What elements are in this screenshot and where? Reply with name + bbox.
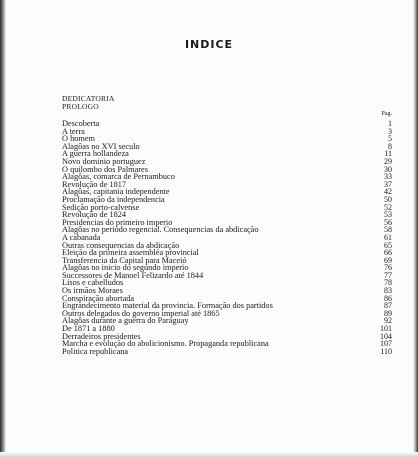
toc-entry-title: Alagôas durante a guerra do Paraguay — [62, 316, 189, 326]
toc-entry-page: 77 — [384, 270, 392, 280]
toc-entry-title: Marcha e evolução do abolicionismo. Propaganda republicana — [62, 339, 269, 349]
toc-entry — [62, 120, 392, 128]
toc-entry-page: 65 — [384, 240, 392, 250]
toc-entry-page: 66 — [384, 248, 392, 258]
front-matter-dedicatoria: DEDICATORIA — [62, 94, 115, 103]
toc-entry-title: Engrandecimento material da provincia. Formação dos partidos — [62, 301, 273, 311]
toc-entry-title: Successores de Manoel Felizardo até 1844 — [62, 270, 204, 280]
toc-entry-page: 37 — [384, 179, 392, 189]
toc-entry-title: Outras consequencias da abdicação — [62, 240, 180, 250]
toc-entry-page: 78 — [384, 278, 392, 288]
toc-entry-title: A cabanada — [62, 232, 101, 242]
toc-entry-title: Novo dominio portuguez — [62, 156, 146, 166]
toc-entry-title: Revolução de 1824 — [62, 210, 127, 220]
toc-entry-title: A guerra hollandeza — [62, 149, 129, 159]
toc-entry-title: O homem — [62, 134, 95, 144]
table-of-contents — [62, 120, 392, 355]
toc-entry-title: O quilombo dos Palmares — [62, 164, 148, 174]
toc-entry-title: Alagôas, capitania independente — [62, 187, 170, 197]
toc-entry — [62, 128, 392, 136]
toc-entry-page: 92 — [384, 316, 392, 326]
toc-entry — [62, 226, 392, 234]
toc-entry-page: 50 — [384, 194, 392, 204]
toc-entry-page: 29 — [384, 156, 392, 166]
toc-entry-page: 104 — [380, 331, 392, 341]
toc-entry-title: Alagôas no XVI seculo — [62, 141, 140, 151]
front-matter-prologo: PROLOGO — [62, 102, 99, 111]
toc-entry-title: A terra — [62, 126, 85, 136]
toc-entry-title: Proclamação da independencia — [62, 194, 165, 204]
toc-entry-page: 42 — [384, 187, 392, 197]
toc-entry-title: Eleição da primeira assembléa provincial — [62, 248, 199, 258]
toc-entry-title: Alagôas, comarca de Pernambuco — [62, 172, 175, 182]
toc-entry-page: 107 — [380, 339, 392, 349]
toc-entry-title: Descoberta — [62, 119, 100, 128]
toc-entry-page: 61 — [384, 232, 392, 242]
toc-entry-title: Alagôas no periodo regencial. Consequencias da abdicação — [62, 225, 259, 235]
toc-entry-title: Sedição porto-calvense — [62, 202, 140, 212]
toc-entry-page: 110 — [380, 346, 392, 356]
toc-entry-page: 52 — [384, 202, 392, 212]
toc-entry-title: Outros delegados do governo imperial até 1865 — [62, 308, 220, 318]
toc-entry-page: 11 — [384, 149, 392, 159]
toc-entry-page: 76 — [384, 263, 392, 273]
toc-entry-page: 56 — [384, 217, 392, 227]
toc-entry-page: 101 — [380, 324, 392, 334]
page-shadow-bottom — [0, 452, 418, 458]
toc-entry-title: Os irmãos Moraes — [62, 286, 123, 296]
toc-entry-page: 53 — [384, 210, 392, 220]
toc-entry-page: 5 — [388, 134, 392, 144]
toc-entry-page: 69 — [384, 255, 392, 265]
toc-entry-page: 87 — [384, 301, 392, 311]
page-column-header: Pag. — [381, 111, 392, 117]
toc-entry-title: Lisos e cabelludos — [62, 278, 124, 288]
toc-entry-page: 89 — [384, 308, 392, 318]
toc-entry-page: 58 — [384, 225, 392, 235]
toc-entry-title: Politica republicana — [62, 346, 129, 356]
toc-entry-page: 83 — [384, 286, 392, 296]
page-title: INDICE — [184, 38, 234, 51]
toc-entry-page: 86 — [384, 293, 392, 303]
toc-entry-title: Conspiração abortada — [62, 293, 135, 303]
toc-entry — [62, 348, 392, 356]
front-matter — [62, 95, 114, 111]
toc-entry-page: 8 — [388, 141, 392, 151]
page-shadow-right — [413, 0, 418, 458]
toc-entry-title: Revolução de 1817 — [62, 179, 127, 189]
toc-entry-title: Alagôas no inicio do segundo imperio — [62, 263, 189, 273]
toc-entry-title: Derradeiros presidentes — [62, 331, 141, 341]
toc-entry-page: 30 — [384, 164, 392, 174]
toc-entry-page: 3 — [388, 126, 392, 136]
toc-entry-title: Transferencia da Capital para Maceió — [62, 255, 187, 265]
toc-entry-title: Presidencias do primeiro imperio — [62, 217, 173, 227]
toc-entry-title: De 1871 a 1880 — [62, 324, 115, 334]
page-shadow-left — [0, 0, 6, 458]
toc-entry-page: 1 — [388, 119, 392, 128]
toc-entry-page: 33 — [384, 172, 392, 182]
